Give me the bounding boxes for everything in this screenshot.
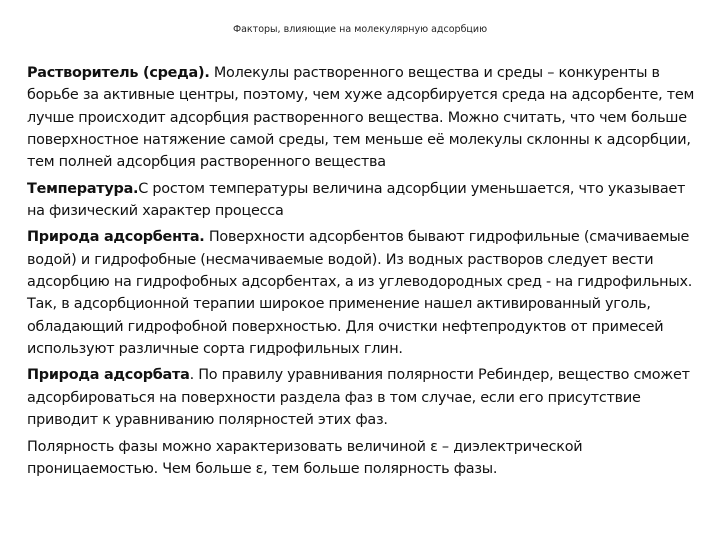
paragraph-text: . По правилу уравнивания полярности Ребиндер, вещество сможет адсорбироваться на поверхности раздела фаз в том случае, если его присутствие приводит к уравниванию полярностей этих фаз. xyxy=(27,367,690,429)
paragraph-temperature xyxy=(27,178,699,223)
paragraph-text: Поверхности адсорбентов бывают гидрофильные (смачиваемые водой) и гидрофобные (несмачиваемые водой). Из водных растворов следует вести адсорбцию на гидрофобных адсорбентах, а из углеводородных сред - на гидрофильных. Так, в адсорбционной терапии широкое применение нашел активированный уголь, обладающий гидрофобной поверхностью. Для очистки нефтепродуктов от примесей используют различные сорта гидрофильных глин. xyxy=(27,229,693,357)
paragraph-text: Молекулы растворенного вещества и среды – конкуренты в борьбе за активные центры, поэтому, чем хуже адсорбируется среда на адсорбенте, тем лучше происходит адсорбция растворенного вещества. Можно считать, что чем больше поверхностное натяжение самой среды, тем меньше её молекулы склонны к адсорбции, тем полней адсорбция растворенного вещества xyxy=(27,65,695,171)
paragraph-heading: Природа адсорбата xyxy=(27,367,190,384)
paragraph-adsorbate-nature xyxy=(27,364,699,431)
slide-title: Факторы, влияющие на молекулярную адсорбцию xyxy=(232,24,488,35)
paragraph-adsorbent-nature xyxy=(27,226,699,360)
paragraph-text: Полярность фазы можно характеризовать величиной ε – диэлектрической проницаемостью. Чем больше ε, тем больше полярность фазы. xyxy=(27,438,583,477)
paragraph-phase-polarity xyxy=(27,436,699,481)
paragraph-solvent xyxy=(27,62,699,173)
paragraph-heading: Температура. xyxy=(27,180,139,197)
paragraph-heading: Природа адсорбента. xyxy=(27,229,205,246)
paragraph-text: С ростом температуры величина адсорбции уменьшается, что указывает на физический характер процесса xyxy=(27,180,686,219)
paragraph-heading: Растворитель (среда). xyxy=(27,65,210,81)
slide-body xyxy=(27,62,699,484)
